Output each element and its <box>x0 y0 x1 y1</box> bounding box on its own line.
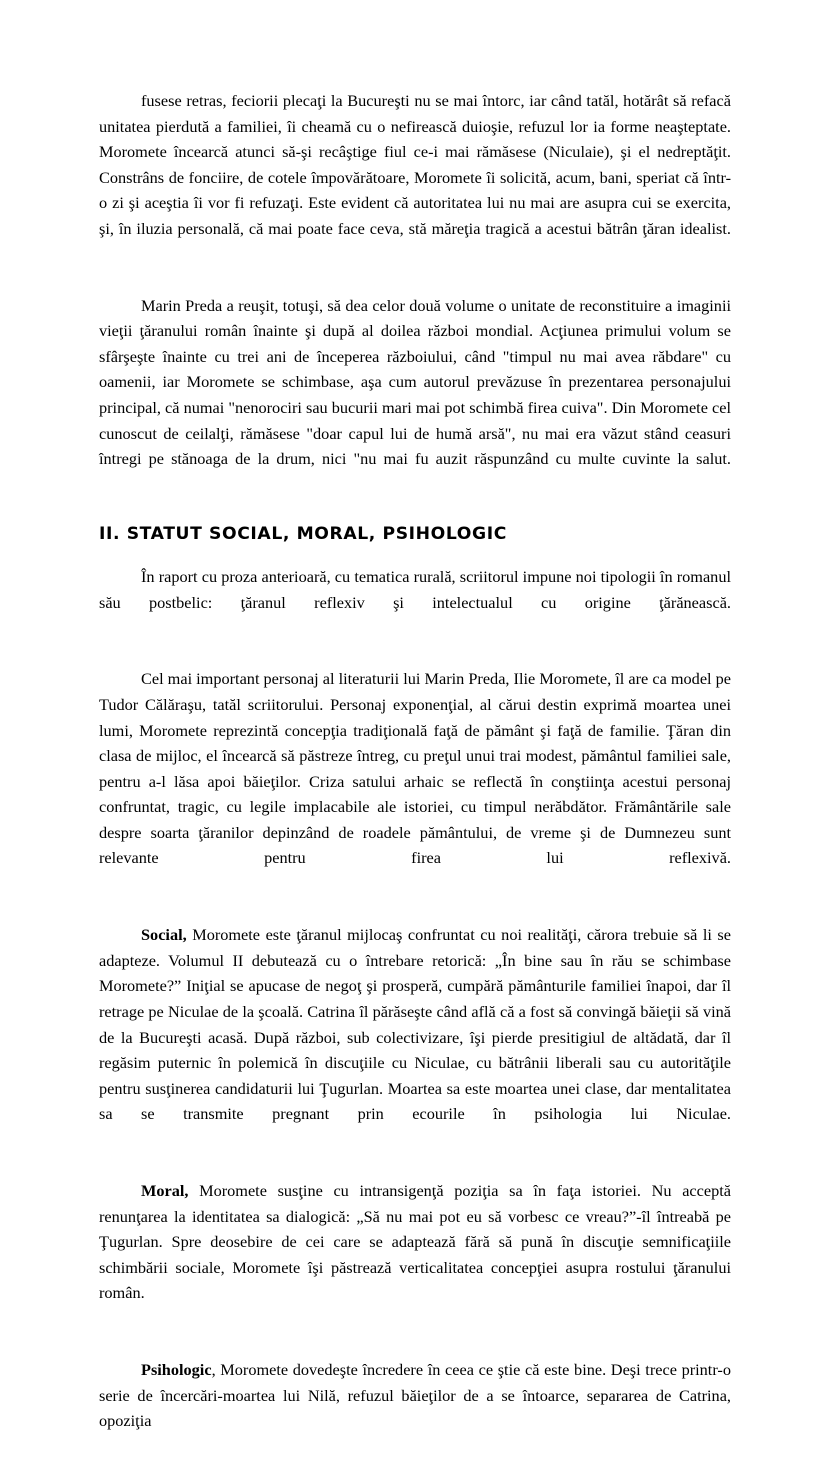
paragraph-3 <box>99 564 731 641</box>
paragraph-5 <box>99 922 731 1152</box>
paragraph-7-text: , Moromete dovedeşte încredere în ceea ce ştie că este bine. Deşi trece printr-o serie de încercări-moartea lui Nilă, refuzul băieţilor de a se întoarce, separarea de Catrina, opoziţia <box>99 1360 731 1431</box>
paragraph-5-lead: Social, <box>141 925 187 945</box>
paragraph-6-text: Moromete susţine cu intransigenţă poziţia sa în faţa istoriei. Nu acceptă renunţarea la identitatea sa dialogică: „Să nu mai pot eu să vorbesc ce vreau?”-îl întreabă pe Ţugurlan. Spre deosebire de cei care se adaptează fără să pună în discuţie semnificaţiile schimbării sociale, Moromete îşi păstrează verticalitatea concepţiei asupra rostului ţăranului român. <box>99 1181 731 1303</box>
paragraph-5-text: Moromete este ţăranul mijlocaş confruntat cu noi realităţi, cărora trebuie să li se adapteze. Volumul II debutează cu o întrebare retorică: „În bine sau în rău se schimbase Moromete?” Iniţial se apucase de negoţ şi prosperă, cumpără pământurile familiei înapoi, dar îl retrage pe Niculae de la şcoală. Catrina îl părăseşte când află că a fost să convingă băieţii să vină de la Bucureşti acasă. După război, sub colectivizare, îşi pierde presitigiul de altădată, dar îl regăsim puternic în polemică în discuţiile cu Niculae, cu bătrânii liberali sau cu autorităţile pentru susţinerea candidaturii lui Ţugurlan. Moartea sa este moartea unei clase, dar mentalitatea sa se transmite pregnant prin ecourile în psihologia lui Niculae. <box>99 925 731 1124</box>
paragraph-1-text: fusese retras, feciorii plecaţi la Bucureşti nu se mai întorc, iar când tatăl, hotărât să refacă unitatea pierdută a familiei, îi cheamă cu o nefirească duioşie, refuzul lor ia forme neaşteptate. Moromete încearcă atunci să-şi recâştige fiul ce-i mai rămăsese (Niculaie), şi el nedreptăţit. Constrâns de fonciire, de cotele împovărătoare, Moromete îi solicită, acum, bani, speriat că într-o zi şi aceştia îi vor fi refuzaţi. Este evident că autoritatea lui nu mai are asupra cui se exercita, şi, în iluzia personală, că mai poate face ceva, stă măreţia tragică a acestui bătrân ţăran idealist. <box>99 91 731 238</box>
paragraph-2 <box>99 293 731 498</box>
paragraph-4-text: Cel mai important personaj al literaturii lui Marin Preda, Ilie Moromete, îl are ca model pe Tudor Călăraşu, tatăl scriitorului. Personaj exponenţial, al cărui destin exprimă moartea unei lumi, Moromete reprezintă concepţia tradiţională faţă de pământ şi faţă de familie. Ţăran din clasa de mijloc, el încearcă să păstreze întreg, cu preţul unui trai modest, pământul familiei sale, pentru a-l lăsa apoi băieţilor. Criza satului arhaic se reflectă în conştiinţa acestui personaj confruntat, tragic, cu legile implacabile ale istoriei, cu timpul nerăbdător. Frământările sale despre soarta ţăranilor depinzând de roadele pământului, de vreme şi de Dumnezeu sunt relevante pentru firea lui reflexivă. <box>99 669 732 868</box>
section-heading: II. STATUT SOCIAL, MORAL, PSIHOLOGIC <box>99 524 507 545</box>
paragraph-3-text: În raport cu proza anterioară, cu tematica rurală, scriitorul impune noi tipologii în romanul său postbelic: ţăranul reflexiv şi intelectualul cu origine ţărănească. <box>99 567 731 612</box>
paragraph-7-lead: Psihologic <box>141 1360 212 1380</box>
document-body <box>99 88 731 1459</box>
paragraph-2-text: Marin Preda a reuşit, totuşi, să dea celor două volume o unitate de reconstituire a imaginii vieţii ţăranului român înainte şi după al doilea război mondial. Acţiunea primului volum se sfârşeşte înainte cu trei ani de începerea războiului, când "timpul nu mai avea răbdare" cu oamenii, iar Moromete se schimbase, aşa cum autorul prevăzuse în prezentarea personajului principal, că numai "nenorociri sau bucurii mari mai pot schimbă firea cuiva". Din Moromete cel cunoscut de ceilalţi, rămăsese "doar capul lui de humă arsă", nu mai era văzut stând ceasuri întregi pe stănoaga de la drum, nici "nu mai fu auzit răspunzând cu multe cuvinte la salut. <box>99 295 731 469</box>
paragraph-6-lead: Moral, <box>141 1181 189 1201</box>
paragraph-4 <box>99 666 731 896</box>
paragraph-6 <box>99 1178 731 1332</box>
paragraph-1 <box>99 88 731 267</box>
paragraph-7 <box>99 1357 731 1459</box>
